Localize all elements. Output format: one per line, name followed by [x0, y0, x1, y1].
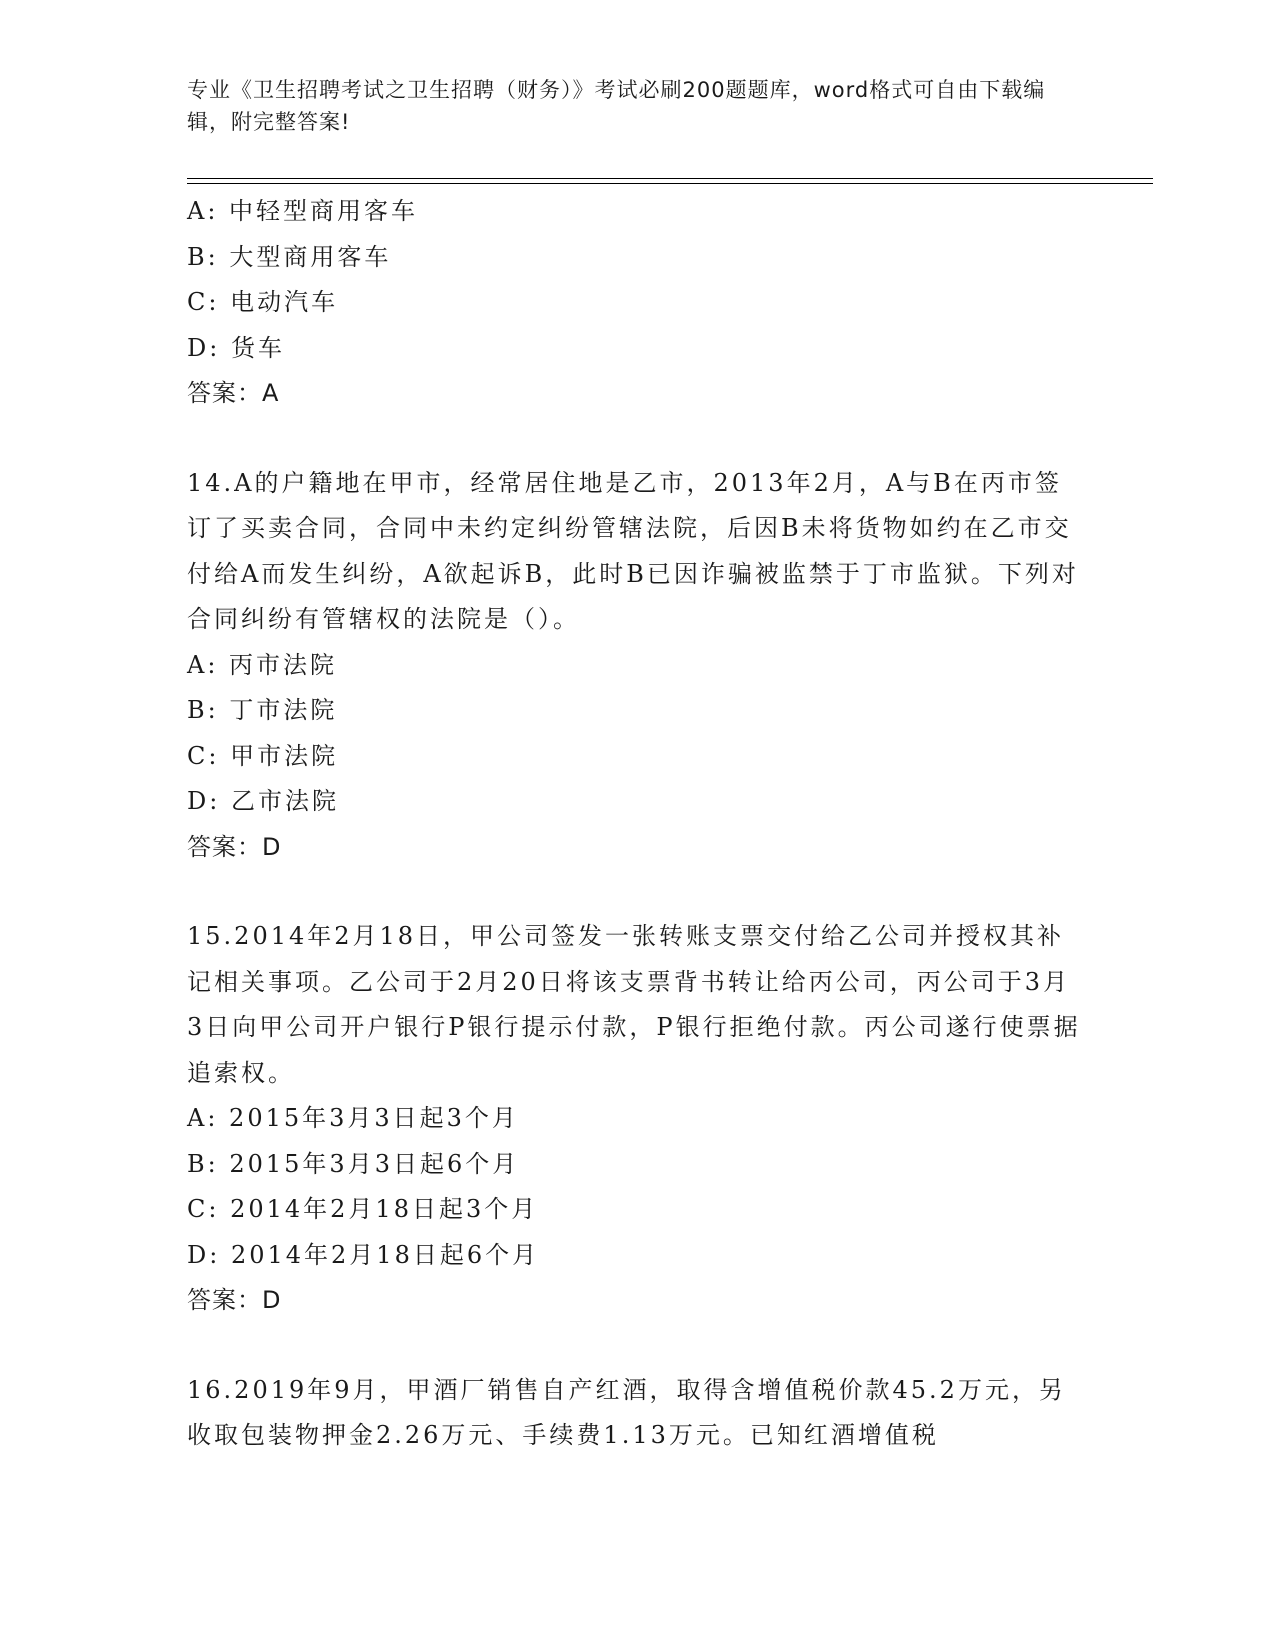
document-body	[187, 189, 1087, 1459]
answer: 答案：D	[187, 832, 282, 861]
header-divider-bottom	[187, 183, 1153, 184]
question-stem: 14.A的户籍地在甲市，经常居住地是乙市，2013年2月，A与B在丙市签订了买卖合同，合同中未约定纠纷管辖法院，后因B未将货物如约在乙市交付给A而发生纠纷，A欲起诉B，此时B已因诈骗被监禁于丁市监狱。下列对合同纠纷有管辖权的法院是（）。	[187, 468, 1079, 633]
answer: 答案：A	[187, 379, 280, 407]
question-15	[187, 914, 1087, 1324]
option-b: B: 2015年3月3日起6个月	[187, 1149, 520, 1178]
question-stem: 16.2019年9月，甲酒厂销售自产红酒，取得含增值税价款45.2万元，另收取包装物押金2.26万元、手续费1.13万元。已知红酒增值税	[187, 1375, 1066, 1449]
option-a: A: 2015年3月3日起3个月	[187, 1104, 519, 1132]
option-a: A: 中轻型商用客车	[187, 197, 419, 225]
header-divider-top	[187, 178, 1153, 179]
option-b: B: 丁市法院	[187, 696, 338, 724]
option-b: B: 大型商用客车	[187, 242, 392, 271]
option-c: C: 电动汽车	[187, 288, 339, 316]
answer: 答案：D	[187, 1286, 282, 1314]
option-d: D: 2014年2月18日起6个月	[187, 1240, 540, 1269]
option-a: A: 丙市法院	[187, 650, 338, 679]
document-title: 专业《卫生招聘考试之卫生招聘（财务）》考试必刷200题题库，word格式可自由下载编辑，附完整答案!	[187, 78, 1046, 134]
document-header	[187, 74, 1067, 138]
question-14	[187, 461, 1087, 871]
question-16	[187, 1368, 1087, 1459]
question-stem: 15.2014年2月18日，甲公司签发一张转账支票交付给乙公司并授权其补记相关事项。乙公司于2月20日将该支票背书转让给丙公司，丙公司于3月3日向甲公司开户银行P银行提示付款，P银行拒绝付款。丙公司遂行使票据追索权。	[187, 922, 1081, 1087]
option-d: D: 乙市法院	[187, 787, 339, 815]
option-c: C: 2014年2月18日起3个月	[187, 1195, 539, 1223]
option-d: D: 货车	[187, 333, 285, 362]
option-c: C: 甲市法院	[187, 741, 339, 770]
question-13	[187, 189, 1087, 417]
